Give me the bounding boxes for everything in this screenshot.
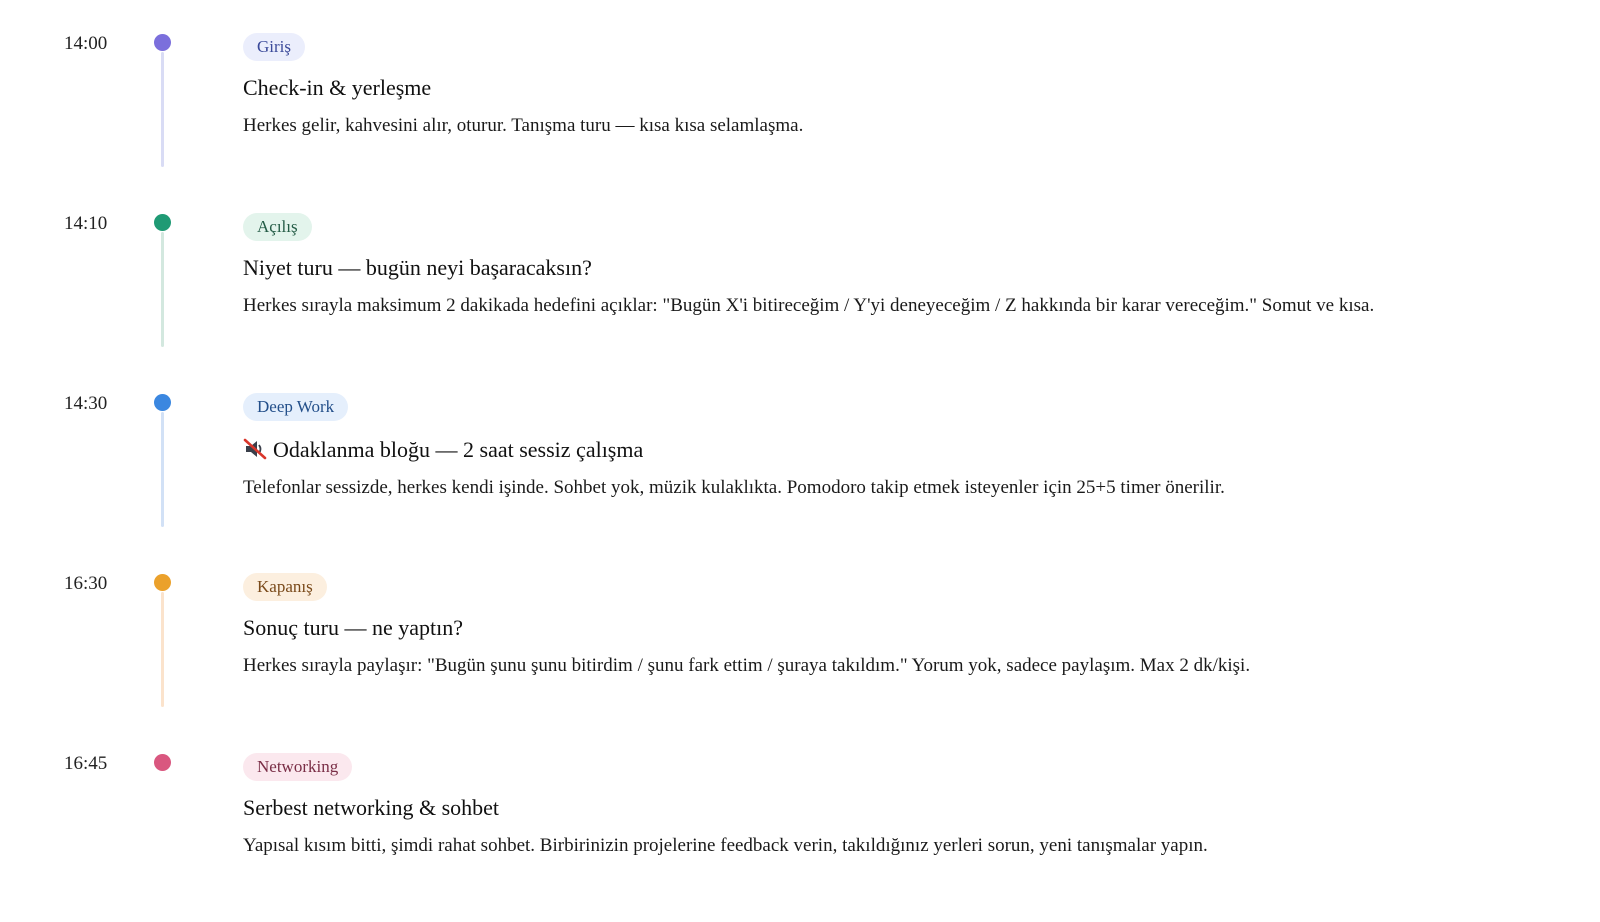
timeline-dot [154, 394, 171, 411]
entry-title-row [243, 436, 643, 464]
entry-time: 16:30 [64, 573, 108, 594]
entry-title: Check-in & yerleşme [243, 75, 432, 100]
timeline-dot [154, 34, 171, 51]
timeline-connector [161, 232, 164, 347]
timeline-entry-networking [0, 720, 1600, 900]
timeline-entry-opening [0, 180, 1600, 360]
category-badge: Networking [243, 753, 352, 781]
entry-time: 16:45 [64, 753, 108, 774]
timeline-dot [154, 574, 171, 591]
entry-title: Odaklanma bloğu — 2 saat sessiz çalışma [273, 437, 644, 462]
entry-title: Serbest networking & sohbet [243, 795, 500, 820]
entry-time: 14:30 [64, 393, 108, 414]
timeline-connector [161, 52, 164, 167]
timeline-dot [154, 214, 171, 231]
muted-speaker-icon [243, 438, 267, 460]
category-badge: Deep Work [243, 393, 348, 421]
timeline-connector [161, 412, 164, 527]
entry-time: 14:00 [64, 33, 108, 54]
category-badge: Kapanış [243, 573, 327, 601]
timeline-dot [154, 754, 171, 771]
category-badge: Giriş [243, 33, 305, 61]
timeline-entry-deep-work [0, 360, 1600, 540]
timeline-entry-closing [0, 540, 1600, 720]
entry-description: Herkes gelir, kahvesini alır, oturur. Tanışma turu — kısa kısa selamlaşma. [243, 115, 804, 136]
timeline-connector [161, 592, 164, 707]
entry-title: Sonuç turu — ne yaptın? [243, 615, 463, 640]
entry-description: Yapısal kısım bitti, şimdi rahat sohbet. Birbirinizin projelerine feedback verin, takıldığınız yerleri sorun, yeni tanışmalar yapın. [243, 835, 1208, 856]
entry-title: Niyet turu — bugün neyi başaracaksın? [243, 255, 592, 280]
category-badge: Açılış [243, 213, 312, 241]
entry-description: Herkes sırayla maksimum 2 dakikada hedefini açıklar: "Bugün X'i bitireceğim / Y'yi deneyeceğim / Z hakkında bir karar vereceğim." Somut ve kısa. [243, 295, 1375, 316]
entry-time: 14:10 [64, 213, 108, 234]
timeline-entry-checkin [0, 0, 1600, 180]
entry-description: Herkes sırayla paylaşır: "Bugün şunu şunu bitirdim / şunu fark ettim / şuraya takıldım." Yorum yok, sadece paylaşım. Max 2 dk/kişi. [243, 655, 1251, 676]
entry-description: Telefonlar sessizde, herkes kendi işinde. Sohbet yok, müzik kulaklıkta. Pomodoro takip etmek isteyenler için 25+5 timer önerilir. [243, 477, 1225, 498]
